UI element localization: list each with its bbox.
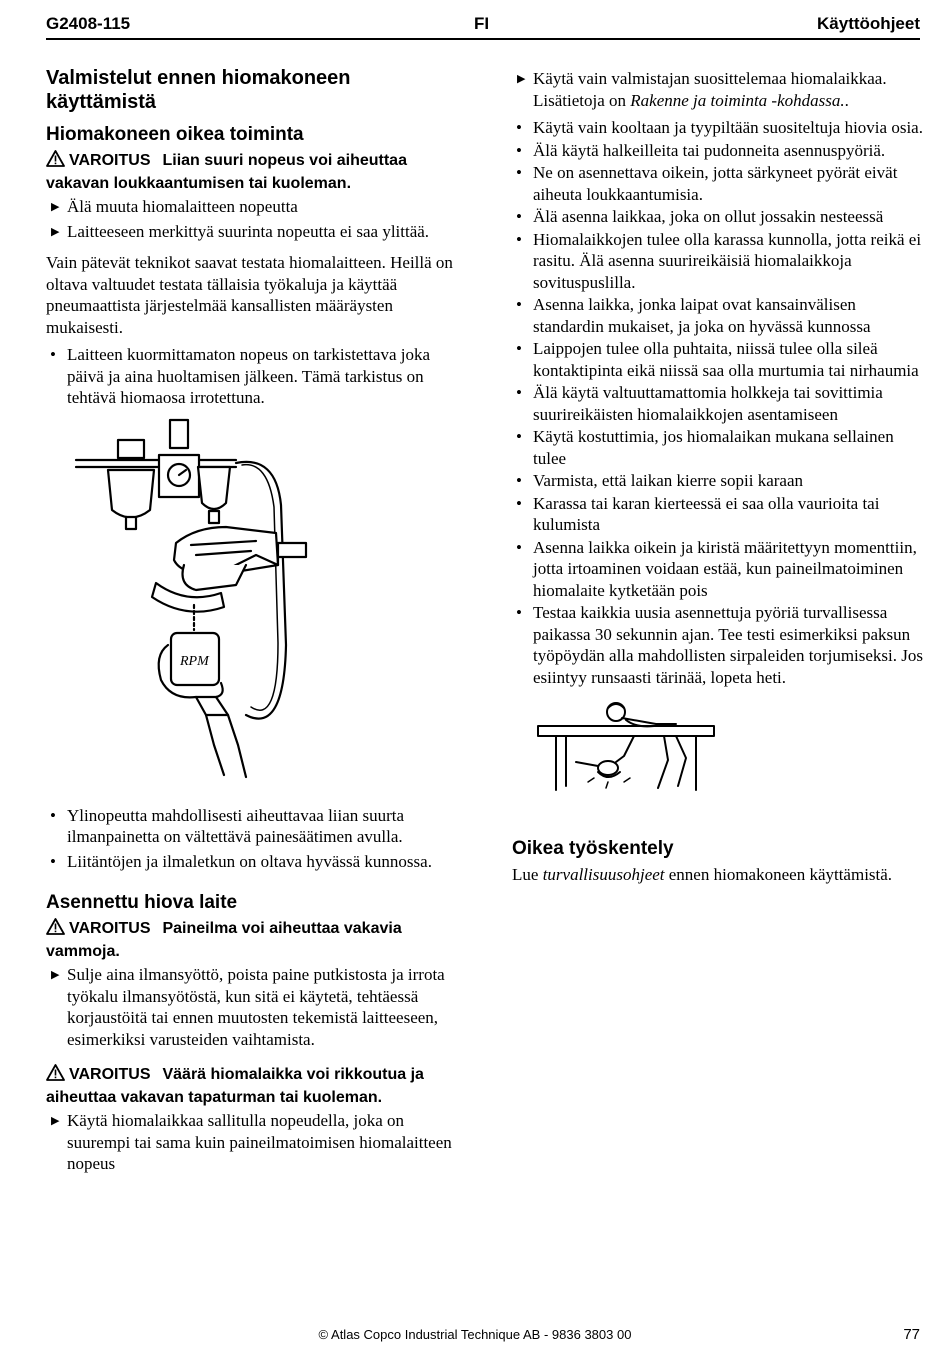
list-item: • Testaa kaikkia uusia asennettuja pyöriä turvallisessa paikassa 30 sekunnin ajan. Tee testi esimerkiksi paksun työpöydän alla mahdollisten sirpaleiden torjumiseksi. Jos esiintyy runsaasti tärinää, lopeta heti. bbox=[516, 603, 923, 687]
page-header bbox=[46, 10, 920, 40]
warning-triangle-icon bbox=[46, 1064, 65, 1087]
list-item: • Älä asenna laikkaa, joka on ollut jossakin nesteessä bbox=[516, 207, 884, 226]
warning-keyword: VAROITUS bbox=[69, 920, 151, 937]
warning-keyword: VAROITUS bbox=[69, 1066, 151, 1083]
list-item: ▶ Käytä hiomalaikkaa sallitulla nopeudella, joka on suurempi tai sama kuin paineilmatoimisen hiomalaitteen nopeus bbox=[51, 1111, 452, 1173]
subsection-title: Asennettu hiova laite bbox=[46, 892, 238, 913]
bullet-icon: • bbox=[516, 537, 522, 557]
warning-text: Väärä hiomalaikka voi rikkoutua ja aiheuttaa vakavan tapaturman tai kuoleman. bbox=[46, 1066, 424, 1106]
warning-list bbox=[46, 196, 461, 242]
bullet-icon: • bbox=[516, 493, 522, 513]
bullet-icon: • bbox=[50, 851, 56, 871]
list-item: • Ne on asennettava oikein, jotta särkyneet pyörät eivät aiheuta loukkaantumisia. bbox=[516, 163, 898, 204]
list-item: • Asenna laikka oikein ja kiristä määritettyyn momenttiin, jotta irtoaminen voidaan estää, kun paineilmatoiminen hiomalaite kytketään pois bbox=[516, 537, 917, 600]
list-item: • Laitteen kuormittamaton nopeus on tarkistettava joka päivä ja aina huoltamisen jälkeen. Tämä tarkistus on tehtävä hiomaosa irrotettuna. bbox=[50, 345, 431, 407]
subsection-title: Hiomakoneen oikea toiminta bbox=[46, 124, 304, 145]
list-item: • Varmista, että laikan kierre sopii karaan bbox=[516, 471, 803, 490]
arrow-right-icon: ▶ bbox=[517, 73, 526, 85]
cross-reference: turvallisuusohjeet bbox=[542, 865, 665, 884]
doc-code: G2408-115 bbox=[46, 14, 131, 33]
arrow-right-icon: ▶ bbox=[51, 1115, 60, 1127]
language-code: FI bbox=[474, 14, 490, 33]
wheel-test-under-bench-illustration bbox=[536, 698, 716, 798]
list-item: • Hiomalaikkojen tulee olla karassa kunnolla, jotta reikä ei rasitu. Älä asenna suurireikäisiä hiomalaikkoja sovituspuslilla. bbox=[516, 229, 922, 292]
warning-block bbox=[46, 1064, 461, 1108]
bullet-icon: • bbox=[50, 345, 56, 364]
bullet-icon: • bbox=[516, 295, 522, 314]
bullet-icon: • bbox=[516, 118, 522, 137]
list-item: • Karassa tai karan kierteessä ei saa olla vaurioita tai kulumista bbox=[516, 493, 880, 534]
warning-triangle-icon bbox=[46, 918, 65, 941]
arrow-right-icon: ▶ bbox=[51, 201, 60, 213]
svg-text:RPM: RPM bbox=[180, 653, 209, 669]
arrow-list bbox=[512, 68, 924, 111]
list-item: • Laippojen tulee olla puhtaita, niissä tulee olla sileä kontaktipinta eikä niissä saa olla murtumia tai nirhaumia bbox=[516, 339, 919, 380]
warning-text: Liian suuri nopeus voi aiheuttaa vakavan loukkaantumisen tai kuoleman. bbox=[46, 152, 407, 192]
grinder-speed-test-illustration bbox=[46, 415, 461, 793]
subsection-title: Oikea työskentely bbox=[512, 838, 674, 859]
bullet-icon: • bbox=[516, 339, 522, 358]
bullet-icon: • bbox=[516, 427, 522, 446]
arrow-right-icon: ▶ bbox=[51, 225, 60, 238]
warning-triangle-icon bbox=[46, 150, 65, 173]
list-item: ▶ Sulje aina ilmansyöttö, poista paine putkistosta ja irrota työkalu ilmansyötöstä, kun sitä ei käytetä, tehtäessä korjaustöitä tai ennen muutosten tekemistä laitteeseen, esimerkiksi varusteiden vaihtamista. bbox=[51, 965, 445, 1049]
bullet-icon: • bbox=[50, 805, 56, 825]
list-item: • Ylinopeutta mahdollisesti aiheuttavaa liian suurta ilmanpainetta on vältettävä painesäätimen avulla. bbox=[50, 805, 405, 846]
warning-block bbox=[46, 918, 461, 962]
footer-copyright: © Atlas Copco Industrial Technique AB - 9836 3803 00 bbox=[318, 1327, 632, 1342]
bullet-list bbox=[46, 344, 461, 409]
list-item: • Liitäntöjen ja ilmaletkun on oltava hyvässä kunnossa. bbox=[50, 851, 432, 871]
section-title: Valmistelut ennen hiomakoneen käyttämistä bbox=[46, 67, 351, 113]
warning-keyword: VAROITUS bbox=[69, 152, 151, 169]
warning-block bbox=[46, 150, 461, 194]
list-item: ▶ Käytä vain valmistajan suosittelemaa hiomalaikkaa. Lisätietoja on Rakenne ja toiminta -kohdassa.. bbox=[517, 69, 887, 110]
paragraph: Lue turvallisuusohjeet ennen hiomakoneen käyttämistä. bbox=[512, 865, 893, 884]
bullet-icon: • bbox=[516, 383, 522, 402]
list-item: • Käytä kostuttimia, jos hiomalaikan mukana sellainen tulee bbox=[516, 427, 894, 468]
arrow-right-icon: ▶ bbox=[51, 969, 60, 981]
bullet-icon: • bbox=[516, 140, 522, 160]
bullet-icon: • bbox=[516, 163, 522, 182]
bullet-list bbox=[46, 805, 461, 873]
doc-type: Käyttöohjeet bbox=[817, 14, 920, 33]
list-item: ▶ Laitteeseen merkittyä suurinta nopeutta ei saa ylittää. bbox=[46, 221, 461, 243]
bullet-icon: • bbox=[516, 471, 522, 490]
bullet-icon: • bbox=[516, 229, 522, 249]
list-item: • Älä käytä valtuuttamattomia holkkeja tai sovittimia suurireikäisten hiomalaikkojen asentamiseen bbox=[516, 383, 883, 424]
bullet-icon: • bbox=[516, 207, 522, 226]
bullet-list bbox=[512, 117, 924, 688]
list-item: • Asenna laikka, jonka laipat ovat kansainvälisen standardin mukaiset, ja joka on hyvässä kunnossa bbox=[516, 295, 871, 336]
list-item: ▶ Älä muuta hiomalaitteen nopeutta bbox=[46, 196, 461, 218]
warning-text: Paineilma voi aiheuttaa vakavia vammoja. bbox=[46, 920, 402, 960]
warning-list bbox=[46, 964, 461, 1050]
warning-list bbox=[46, 1110, 461, 1175]
bullet-icon: • bbox=[516, 603, 522, 622]
paragraph: Vain pätevät teknikot saavat testata hiomalaitteen. Heillä on oltava valtuudet testata tällaisia työkaluja ja käyttää pneumaattista järjestelmää kansallisten määräysten mukaisesti. bbox=[46, 253, 453, 337]
page-number: 77 bbox=[903, 1326, 920, 1343]
list-item: • Käytä vain kooltaan ja tyypiltään suositeltuja hiovia osia. bbox=[516, 118, 923, 137]
left-column bbox=[46, 66, 461, 1181]
cross-reference: Rakenne ja toiminta -kohdassa. bbox=[630, 90, 845, 110]
right-column bbox=[512, 68, 924, 892]
list-item: • Älä käytä halkeilleita tai pudonneita asennuspyöriä. bbox=[516, 140, 886, 160]
